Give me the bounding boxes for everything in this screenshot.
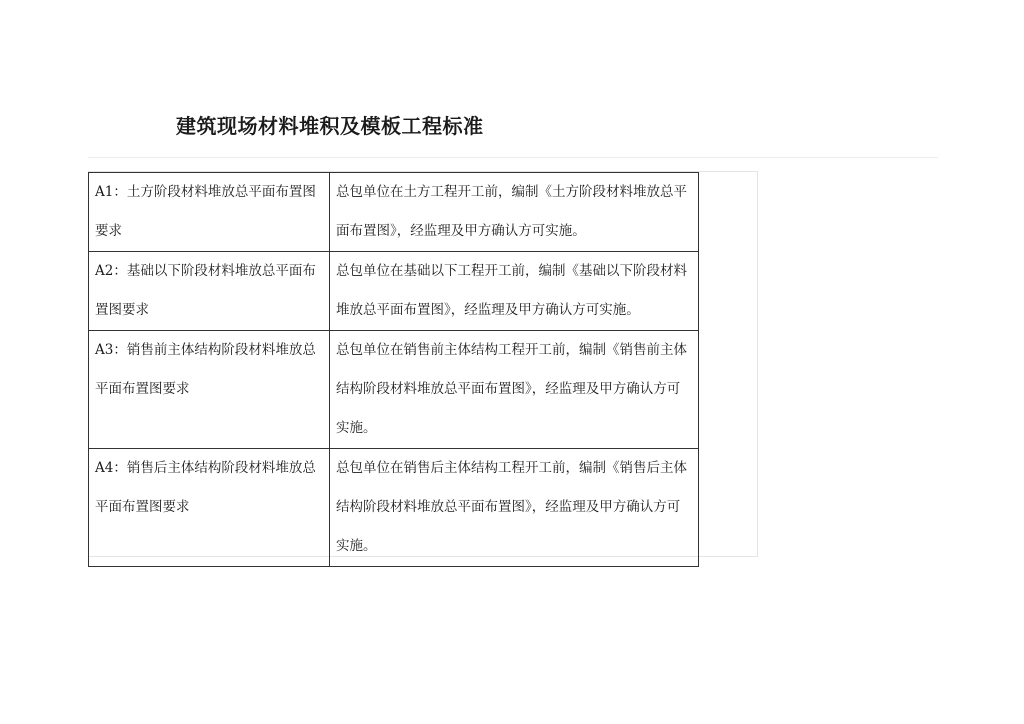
table-row — [89, 449, 699, 567]
requirement-cell: A4：销售后主体结构阶段材料堆放总平面布置图要求 — [89, 449, 330, 567]
table-row — [89, 331, 699, 449]
table-row — [89, 252, 699, 331]
table-frame — [88, 171, 758, 557]
standard-cell: 总包单位在销售后主体结构工程开工前，编制《销售后主体结构阶段材料堆放总平面布置图》，经监理及甲方确认方可实施。 — [330, 449, 699, 567]
standard-cell: 总包单位在基础以下工程开工前，编制《基础以下阶段材料堆放总平面布置图》，经监理及甲方确认方可实施。 — [330, 252, 699, 331]
standard-cell: 总包单位在土方工程开工前，编制《土方阶段材料堆放总平面布置图》，经监理及甲方确认方可实施。 — [330, 173, 699, 252]
requirement-cell: A3：销售前主体结构阶段材料堆放总平面布置图要求 — [89, 331, 330, 449]
document-title: 建筑现场材料堆积及模板工程标准 — [176, 114, 484, 138]
table-row — [89, 173, 699, 252]
title-divider — [88, 157, 938, 158]
requirement-cell: A1：土方阶段材料堆放总平面布置图要求 — [89, 173, 330, 252]
requirement-cell: A2：基础以下阶段材料堆放总平面布置图要求 — [89, 252, 330, 331]
standard-cell: 总包单位在销售前主体结构工程开工前，编制《销售前主体结构阶段材料堆放总平面布置图》，经监理及甲方确认方可实施。 — [330, 331, 699, 449]
standards-table — [88, 172, 699, 567]
